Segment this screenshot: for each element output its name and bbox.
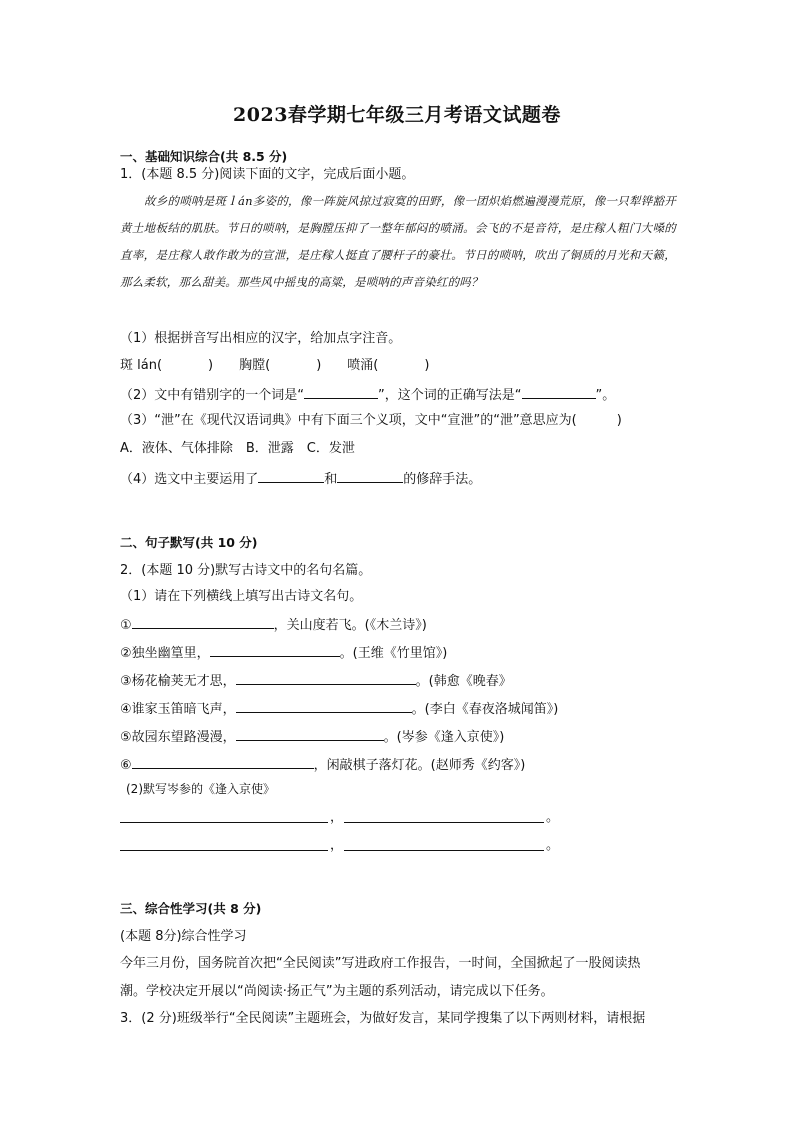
q1-sub4 [120, 468, 481, 489]
paren-close: ) [316, 358, 322, 373]
page-title: 2023春学期七年级三月考语文试题卷 [233, 104, 561, 126]
pinyin-item-3: 喷涌( [347, 358, 379, 373]
question-3-text: 3．(2 分)班级举行“全民阅读”主题班会，为做好发言，某同学搜集了以下两则材料，请根据 [120, 1011, 646, 1026]
pinyin-item-1: 斑 lán( [120, 358, 163, 373]
poem-line-1 [120, 614, 427, 635]
q1-sub3 [120, 412, 622, 430]
full-poem-line-2b[interactable] [344, 850, 544, 851]
comma: ， [330, 838, 344, 853]
section-3-heading: 三、综合性学习(共 8 分) [120, 901, 262, 916]
q1-sub1: （1）根据拼音写出相应的汉字，给加点字注音。 [120, 331, 402, 346]
q1-sub1-answers [120, 357, 429, 375]
full-poem-line-1a[interactable] [120, 822, 328, 823]
period: 。 [546, 810, 560, 825]
section-2-heading: 二、句子默写(共 10 分) [120, 535, 258, 550]
correct-word-blank[interactable] [522, 384, 596, 399]
q1-sub3-options: A．液体、气体排除 B．泄露 C．发泄 [120, 441, 355, 456]
rhetoric-blank-1[interactable] [258, 468, 324, 483]
poem-line-post: ，关山度若飞。(《木兰诗》) [273, 618, 427, 633]
poem-line-6 [120, 754, 525, 775]
poem-blank-6[interactable] [132, 754, 314, 769]
poem-line-post: 。(韩愈《晚春》 [415, 674, 512, 689]
q1-sub2 [120, 384, 615, 405]
poem-line-pre: ③杨花榆荚无才思， [120, 674, 236, 689]
paren-close: ) [424, 358, 430, 373]
q2-sub1: （1）请在下列横线上填写出古诗文名句。 [120, 589, 363, 604]
question-2-intro: 2．(本题 10 分)默写古诗文中的名句名篇。 [120, 563, 372, 578]
poem-line-2 [120, 642, 447, 663]
section-3-intro: (本题 8分)综合性学习 [120, 929, 247, 944]
poem-line-5 [120, 726, 504, 747]
poem-line-post: ，闲敲棋子落灯花。(赵师秀《约客》) [313, 758, 526, 773]
question-1-intro: 1．(本题 8.5 分)阅读下面的文字，完成后面小题。 [120, 167, 415, 182]
q1-sub2-text-a: （2）文中有错别字的一个词是“ [120, 388, 305, 403]
q1-sub4-text-c: 的修辞手法。 [403, 472, 482, 487]
poem-line-post: 。(王维《竹里馆》) [339, 646, 448, 661]
q1-sub2-text-c: ”。 [595, 388, 616, 403]
poem-blank-4[interactable] [236, 698, 412, 713]
poem-blank-5[interactable] [236, 726, 384, 741]
section-3-paragraph-line-2: 潮。学校决定开展以“尚阅读·扬正气”为主题的系列活动，请完成以下任务。 [120, 984, 554, 999]
poem-line-post: 。(李白《春夜洛城闻笛》) [411, 702, 559, 717]
full-poem-line-1b[interactable] [344, 822, 544, 823]
paren-close: ) [616, 413, 622, 428]
wrong-word-blank[interactable] [304, 384, 378, 399]
poem-line-post: 。(岑参《逢入京使》) [383, 730, 505, 745]
pinyin-item-2: 胸膛( [239, 358, 271, 373]
q2-sub2: (2)默写岑参的《逢入京使》 [126, 782, 275, 796]
poem-line-4 [120, 698, 558, 719]
poem-line-3 [120, 670, 512, 691]
q1-sub4-text-a: （4）选文中主要运用了 [120, 472, 259, 487]
poem-line-pre: ⑤故园东望路漫漫， [120, 730, 236, 745]
reading-passage: 故乡的唢呐是斑ｌán多姿的，像一阵旋风掠过寂寞的田野，像一团炽焰燃遍漫漫荒原，像一只犁铧豁开黄土地板结的肌肤。节日的唢呐，是胸膛压抑了一整年郁闷的喷涌。会飞的不是音符，是庄稼人粗门大嗓的直率，是庄稼人敢作敢为的宣泄，是庄稼人挺直了腰杆子的豪壮。节日的唢呐，吹出了铜质的月光和天籁，那么柔软，那么甜美。那些风中摇曳的高粱，是唢呐的声音染红的吗？ [120, 194, 676, 289]
paren-close: ) [208, 358, 214, 373]
full-poem-line-2a[interactable] [120, 850, 328, 851]
poem-line-pre: ④谁家玉笛暗飞声， [120, 702, 236, 717]
poem-line-pre: ① [120, 618, 132, 633]
q1-sub4-text-b: 和 [324, 472, 338, 487]
rhetoric-blank-2[interactable] [337, 468, 403, 483]
poem-blank-1[interactable] [132, 614, 274, 629]
poem-line-pre: ⑥ [120, 758, 132, 773]
q1-sub2-text-b: ”，这个词的正确写法是“ [378, 388, 522, 403]
poem-line-pre: ②独坐幽篁里， [120, 646, 210, 661]
q1-sub3-text: （3）“泄”在《现代汉语词典》中有下面三个义项，文中“宣泄”的“泄”意思应为( [120, 413, 577, 428]
section-1-heading: 一、基础知识综合(共 8.5 分) [120, 149, 288, 164]
poem-blank-3[interactable] [236, 670, 416, 685]
comma: ， [330, 810, 344, 825]
poem-blank-2[interactable] [210, 642, 340, 657]
section-3-paragraph-line-1: 今年三月份，国务院首次把“全民阅读”写进政府工作报告，一时间，全国掀起了一股阅读热 [120, 956, 641, 971]
period: 。 [546, 838, 560, 853]
